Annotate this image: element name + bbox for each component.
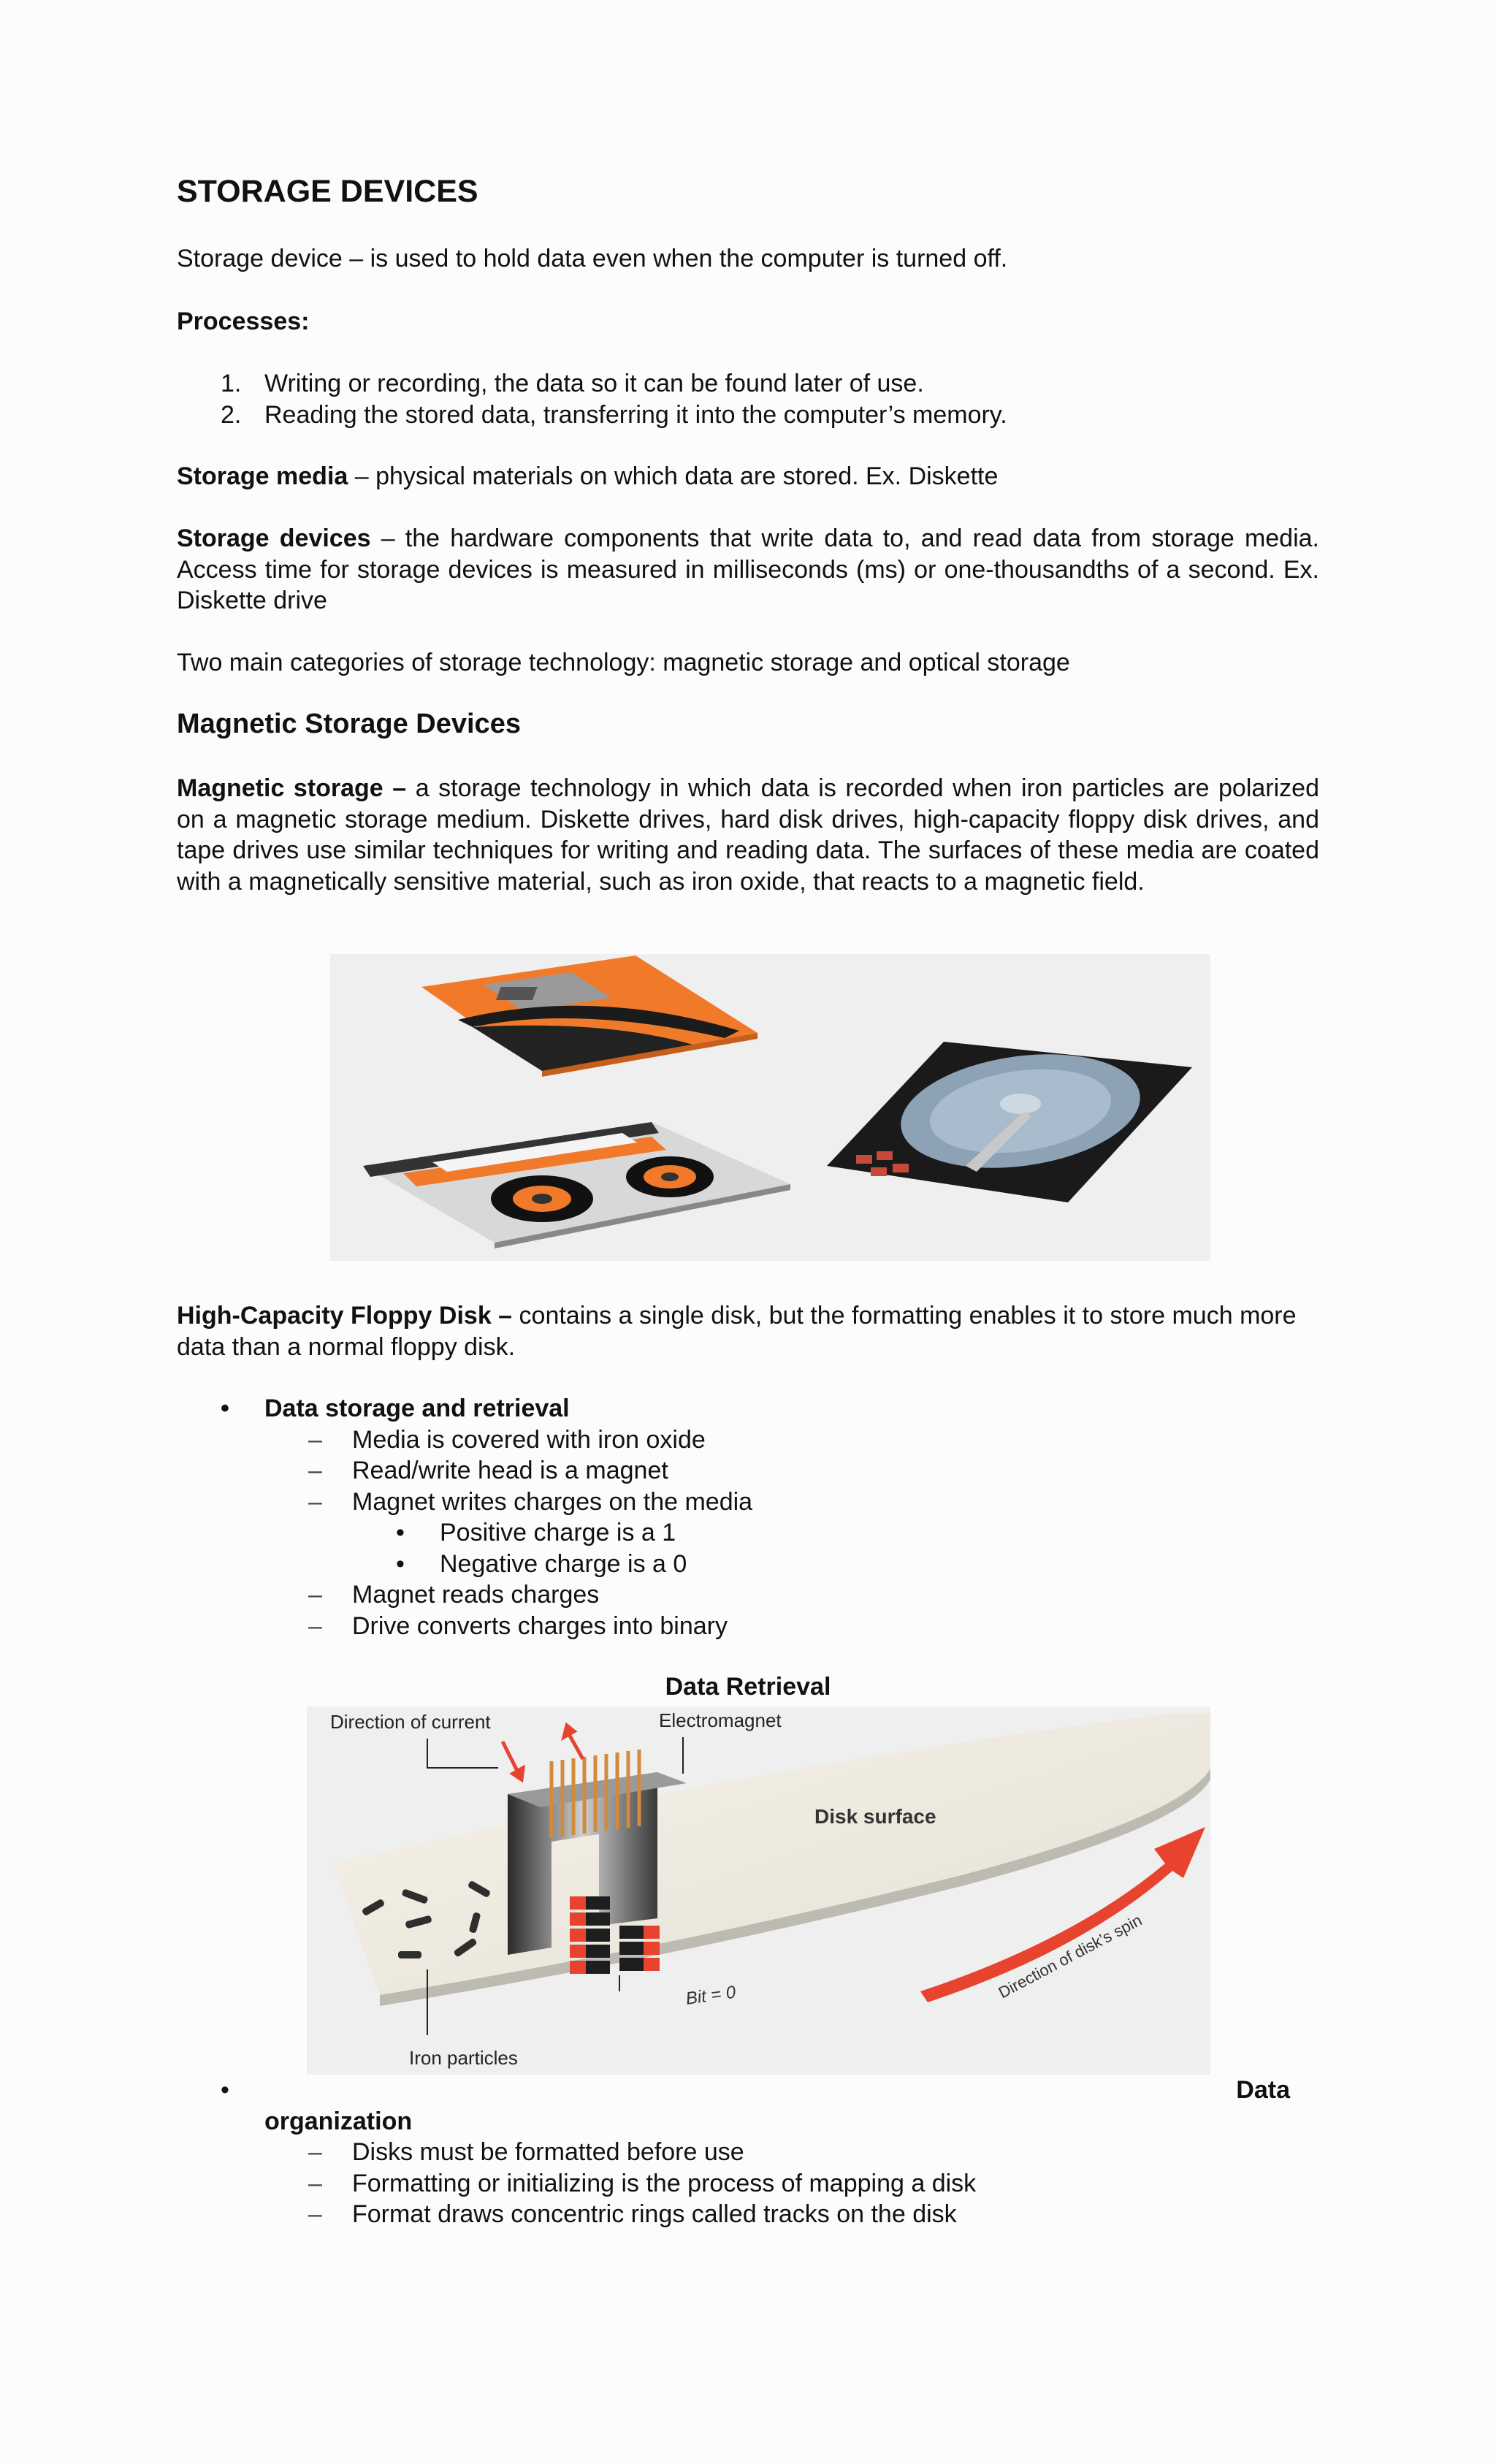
magnetic-storage-definition: Magnetic storage – a storage technology in which data is recorded when iron particles are polarized on a magnetic storage medium. Diskette drives, hard disk drives, high-capacity floppy disk drives, and tape drives use similar techniques for writing and reading data. The surfaces of these media are coated with a magnetically sensitive material, such as iron oxide, that reacts to a magnetic field. <box>177 774 1319 896</box>
list-item: – Disks must be formatted before use <box>308 2138 744 2166</box>
disk-surface-label: Disk surface <box>814 1805 936 1828</box>
disk-spin-label: Direction of disk’s spin <box>995 1910 1145 2002</box>
tape-cartridge-image <box>363 1122 790 1248</box>
list-item: – Drive converts charges into binary <box>308 1611 728 1640</box>
list-item: – Magnet reads charges <box>308 1581 600 1609</box>
list-item: • Data storage and retrieval <box>221 1395 570 1422</box>
floppy-disk-image <box>421 956 757 1077</box>
iron-particles-label: Iron particles <box>409 2047 518 2069</box>
list-item: – Format draws concentric rings called tracks on the disk <box>308 2200 957 2228</box>
bit-label: Bit = 0 <box>684 1982 737 2009</box>
direction-of-current-label: Direction of current <box>330 1711 491 1733</box>
storage-devices-definition: Storage devices – the hardware components that write data to, and read data from storage media. Access time for storage devices is measured in milliseconds (ms) or one-thousandths of a second. Ex. Diskette drive <box>177 525 1319 614</box>
section-heading-magnetic: Magnetic Storage Devices <box>177 709 521 739</box>
electromagnet-label: Electromagnet <box>659 1709 782 1731</box>
data-organization-list <box>177 2137 1319 2230</box>
page-title: STORAGE DEVICES <box>177 174 478 209</box>
data-retrieval-figure <box>307 1706 1210 2075</box>
current-arrows <box>503 1725 583 1780</box>
list-item: • Negative charge is a 0 <box>396 1549 687 1578</box>
list-item: – Magnet writes charges on the media <box>308 1487 753 1516</box>
categories-sentence: Two main categories of storage technology: magnetic storage and optical storage <box>177 649 1070 676</box>
list-item: – Media is covered with iron oxide <box>308 1425 706 1454</box>
hcfd-definition: High-Capacity Floppy Disk – contains a single disk, but the formatting enables it to store much more data than a normal floppy disk. <box>177 1302 1297 1361</box>
list-item: • Positive charge is a 1 <box>396 1519 676 1546</box>
figure-title: Data Retrieval <box>665 1673 831 1701</box>
list-item: 2. Reading the stored data, transferring it into the computer’s memory. <box>221 400 1007 429</box>
hard-disk-image <box>827 1040 1192 1202</box>
list-item: 1. Writing or recording, the data so it can be found later of use. <box>221 370 924 397</box>
processes-list <box>177 368 1007 430</box>
list-item: – Formatting or initializing is the process of mapping a disk <box>308 2169 977 2197</box>
processes-heading: Processes: <box>177 308 310 335</box>
list-item: – Read/write head is a magnet <box>308 1457 668 1484</box>
intro-paragraph: Storage device – is used to hold data even when the computer is turned off. <box>177 245 1008 272</box>
data-storage-list <box>177 1393 1319 1641</box>
storage-media-definition: Storage media – physical materials on which data are stored. Ex. Diskette <box>177 462 999 490</box>
storage-media-figure <box>330 954 1210 1261</box>
